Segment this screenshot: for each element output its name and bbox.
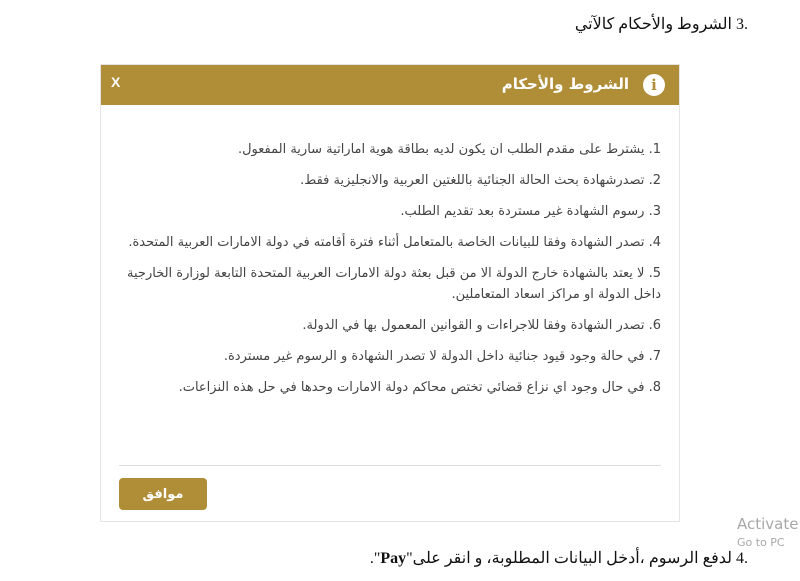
term-item: 8. في حال وجود اي نزاع قضائي تختص محاكم دولة الامارات وحدها في حل هذه النزاعات. [178, 380, 661, 395]
step-text-after: ". [369, 550, 381, 567]
info-icon: i [643, 74, 665, 96]
step-text: الشروط والأحكام كالآتي [574, 16, 732, 33]
term-item: 3. رسوم الشهادة غير مستردة بعد تقديم الطلب. [400, 204, 661, 219]
step-number: .4 [736, 550, 748, 567]
terms-modal [100, 64, 680, 522]
term-item: 1. يشترط على مقدم الطلب ان يكون لديه بطاقة هوية اماراتية سارية المفعول. [237, 142, 661, 157]
pay-keyword: Pay [380, 550, 407, 567]
step-4-heading [370, 548, 748, 568]
term-item: 6. تصدر الشهادة وفقا للاجراءات و القوانين المعمول بها في الدولة. [302, 318, 661, 333]
step-number: .3 [736, 16, 748, 33]
modal-title: الشروط والأحكام [501, 75, 629, 93]
term-item: 2. تصدرشهادة بحث الحالة الجنائية باللغتين العربية والانجليزية فقط. [300, 173, 661, 188]
agree-button[interactable]: موافق [119, 478, 207, 510]
watermark-line-1: Activate [737, 515, 799, 533]
step-text-before: لدفع الرسوم ،أدخل البيانات المطلوبة، و انقر على" [406, 550, 732, 567]
activate-windows-watermark [737, 515, 798, 549]
term-item: 5. لا يعتد بالشهادة خارج الدولة الا من قبل بعثة دولة الامارات العربية المتحدة التابعة لوزارة الخارجية داخل الدولة او مراكز اسعاد المتعاملين. [127, 266, 661, 302]
modal-header [101, 65, 679, 105]
close-button[interactable]: X [111, 74, 121, 90]
watermark-line-2: Go to PC [737, 536, 785, 549]
modal-divider [119, 465, 661, 466]
term-item: 7. في حالة وجود قيود جنائية داخل الدولة لا تصدر الشهادة و الرسوم غير مستردة. [223, 349, 661, 364]
terms-list [119, 139, 661, 408]
step-3-heading [575, 14, 748, 34]
term-item: 4. تصدر الشهادة وفقا للبيانات الخاصة بالمتعامل أثناء فترة أقامته في دولة الامارات العربية المتحدة. [128, 235, 661, 250]
